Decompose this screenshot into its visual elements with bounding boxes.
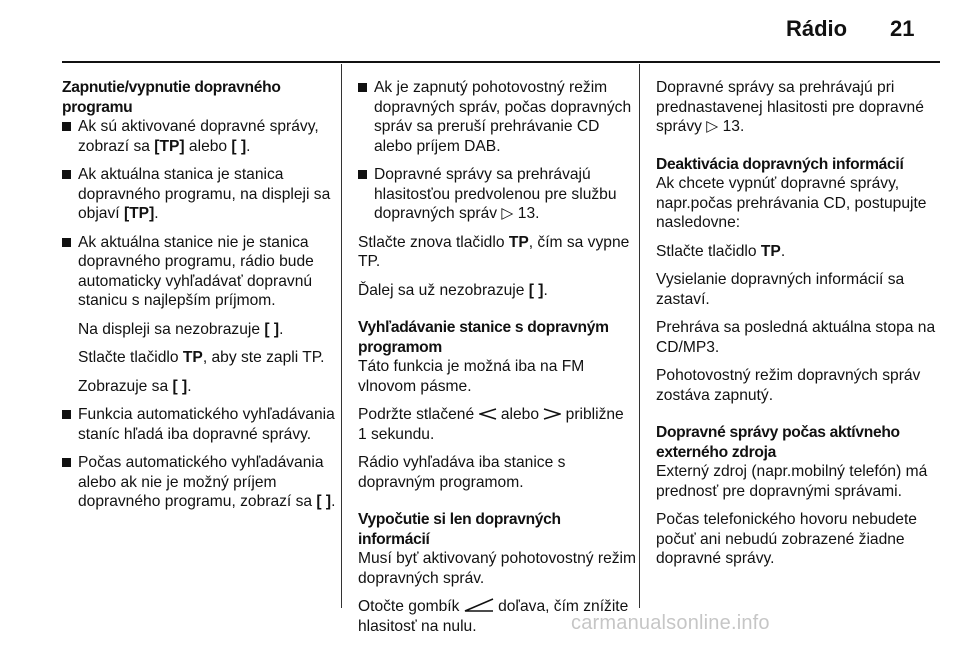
column-divider [341,64,342,608]
section-heading: Deaktivácia dopravných informácií [656,155,904,173]
list-item: Ak je zapnutý pohotovostný režim dopravných správ, počas dopravných správ sa preruší prehrávanie CD alebo príjem DAB. [358,78,636,156]
bullet-list [62,117,337,311]
paragraph: Musí byť aktivovaný pohotovostný režim dopravných správ. [358,550,636,587]
paragraph: Počas telefonického hovoru nebudete počuť ani nebudú zobrazené žiadne dopravné správy. [656,511,917,567]
page-ref-icon: ▷ [706,118,719,135]
list-item: Ak aktuálna stanica je stanica dopravného programu, na displeji sa objaví [TP]. [62,165,337,224]
paragraph: Pohotovostný režim dopravných správ zostáva zapnutý. [656,367,921,404]
paragraph: Podržte stlačené alebo približne 1 sekundu. [358,406,624,443]
sub-paragraph: Zobrazuje sa [ ]. [78,377,192,395]
list-item: Ak aktuálna stanice nie je stanica dopravného programu, rádio bude automaticky vyhľadávať dopravnú stanicu s najlepším príjmom. [62,233,337,311]
list-item: Počas automatického vyhľadávania alebo ak nie je možný príjem dopravného programu, zobrazí sa [ ]. [62,453,337,512]
page-ref-icon: ▷ [501,205,514,222]
bullet-list [62,405,337,512]
paragraph: Dopravné správy sa prehrávajú pri prednastavenej hlasitosti pre dopravné správy ▷ 13. [656,79,924,135]
volume-knob-icon [464,598,494,612]
paragraph: Vysielanie dopravných informácií sa zastaví. [656,271,905,308]
seek-left-icon [479,408,497,420]
watermark: carmanualsonline.info [571,612,770,634]
seek-right-icon [543,408,561,420]
section-heading: Dopravné správy počas aktívneho externého zdroja [656,424,900,461]
paragraph: Ak chcete vypnúť dopravné správy, napr.počas prehrávania CD, postupujte nasledovne: [656,175,927,231]
sub-paragraph: Stlačte tlačidlo TP, aby ste zapli TP. [78,349,325,366]
list-item: Dopravné správy sa prehrávajú hlasitosťou predvolenou pre službu dopravných správ ▷ 13. [358,165,636,224]
header-rule [62,61,940,63]
page-title: Rádio [786,16,848,41]
page-number: 21 [890,16,915,41]
paragraph: Stlačte znova tlačidlo TP, čím sa vypne TP. [358,233,630,270]
paragraph: Táto funkcia je možná iba na FM vlnovom pásme. [358,358,585,395]
paragraph: Rádio vyhľadáva iba stanice s dopravným programom. [358,454,566,491]
paragraph: Externý zdroj (napr.mobilný telefón) má prednosť pre dopravnými správami. [656,463,928,500]
sub-paragraph: Na displeji sa nezobrazuje [ ]. [78,320,284,338]
section-heading: Vypočutie si len dopravných informácií [358,511,561,548]
list-item: Ak sú aktivované dopravné správy, zobrazí sa [TP] alebo [ ]. [62,117,337,156]
bullet-list [358,78,636,224]
column-divider [639,64,640,608]
column-3 [656,78,946,578]
list-item: Funkcia automatického vyhľadávania staníc hľadá iba dopravné správy. [62,405,337,444]
paragraph: Ďalej sa už nezobrazuje [ ]. [358,281,548,299]
section-heading: Zapnutie/vypnutie dopravného programu [62,79,281,116]
paragraph: Otočte gombík doľava, čím znížite hlasitosť na nulu. [358,598,629,635]
paragraph: Stlačte tlačidlo TP. [656,242,786,260]
column-2 [358,78,636,645]
column-1 [62,78,337,521]
section-heading: Vyhľadávanie stanice s dopravným programom [358,319,609,356]
paragraph: Prehráva sa posledná aktuálna stopa na CD/MP3. [656,319,936,356]
